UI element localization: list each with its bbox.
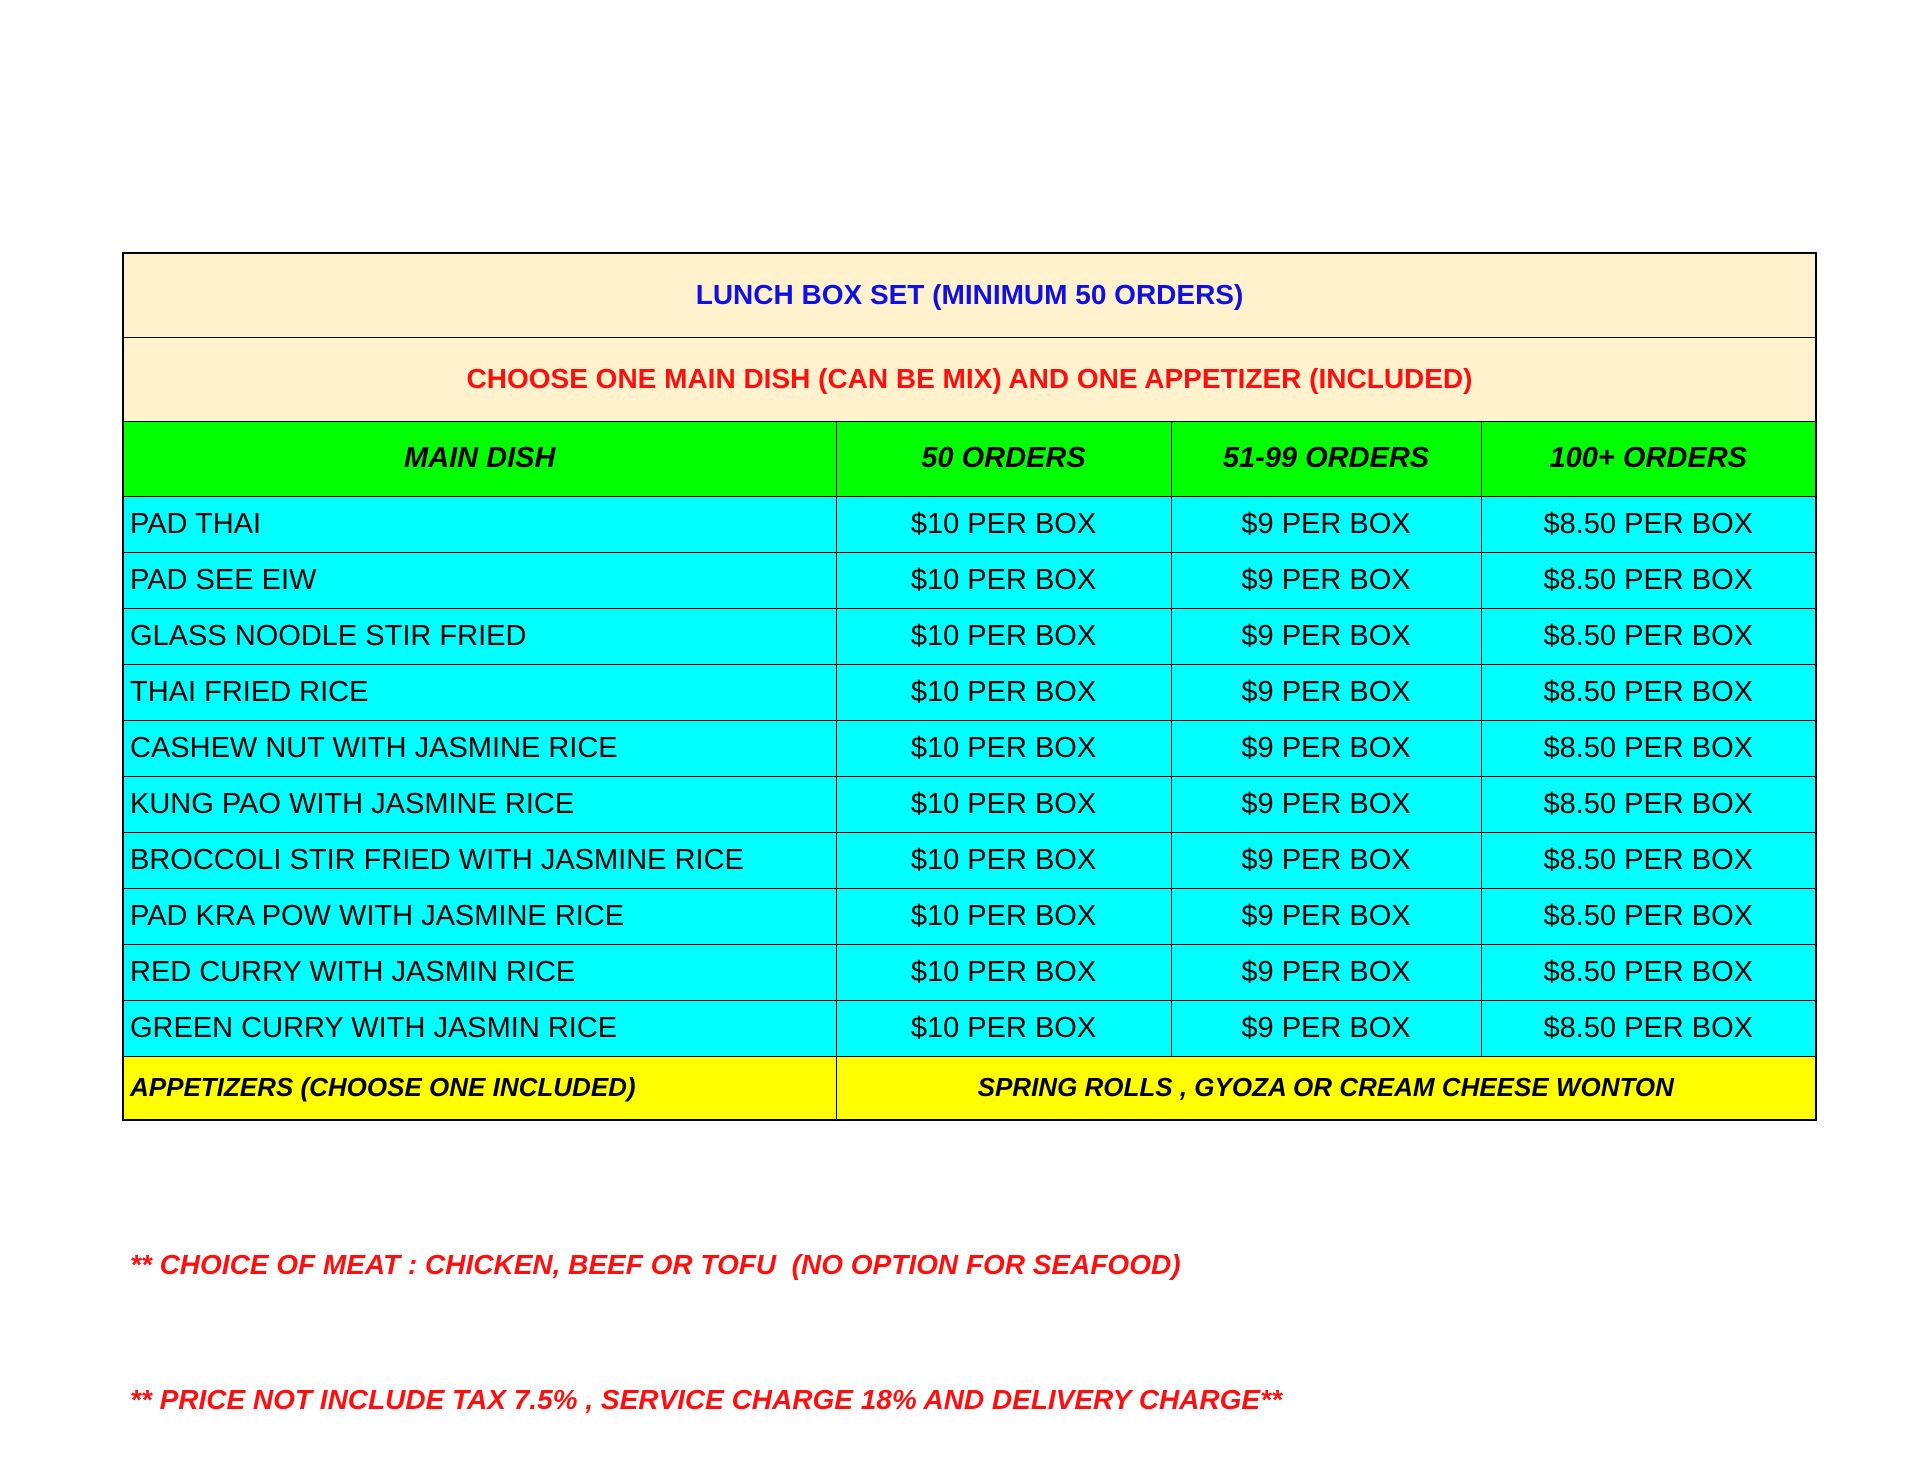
header-100-plus-orders: 100+ ORDERS [1481, 421, 1816, 496]
header-51-99-orders: 51-99 ORDERS [1171, 421, 1481, 496]
price-51-99-orders-cell: $9 PER BOX [1171, 496, 1481, 552]
header-50-orders: 50 ORDERS [836, 421, 1171, 496]
price-100-plus-orders-cell: $8.50 PER BOX [1481, 1000, 1816, 1056]
lunch-box-menu-table [122, 252, 1817, 1121]
note-price-exclusions: ** PRICE NOT INCLUDE TAX 7.5% , SERVICE CHARGE 18% AND DELIVERY CHARGE** [130, 1384, 1282, 1415]
table-row [123, 608, 1816, 664]
table-row [123, 496, 1816, 552]
price-50-orders-cell: $10 PER BOX [836, 552, 1171, 608]
price-51-99-orders-cell: $9 PER BOX [1171, 608, 1481, 664]
dish-name-cell: BROCCOLI STIR FRIED WITH JASMINE RICE [123, 832, 836, 888]
price-51-99-orders-cell: $9 PER BOX [1171, 664, 1481, 720]
price-50-orders-cell: $10 PER BOX [836, 776, 1171, 832]
price-50-orders-cell: $10 PER BOX [836, 832, 1171, 888]
dish-name-cell: GREEN CURRY WITH JASMIN RICE [123, 1000, 836, 1056]
menu-subtitle: CHOOSE ONE MAIN DISH (CAN BE MIX) AND ONE APPETIZER (INCLUDED) [123, 337, 1816, 421]
price-51-99-orders-cell: $9 PER BOX [1171, 776, 1481, 832]
dish-name-cell: KUNG PAO WITH JASMINE RICE [123, 776, 836, 832]
header-main-dish: MAIN DISH [123, 421, 836, 496]
notes [130, 1152, 1282, 1467]
menu-title: LUNCH BOX SET (MINIMUM 50 ORDERS) [123, 253, 1816, 337]
table-row [123, 552, 1816, 608]
price-100-plus-orders-cell: $8.50 PER BOX [1481, 944, 1816, 1000]
price-100-plus-orders-cell: $8.50 PER BOX [1481, 496, 1816, 552]
column-header-row [123, 421, 1816, 496]
price-50-orders-cell: $10 PER BOX [836, 888, 1171, 944]
price-100-plus-orders-cell: $8.50 PER BOX [1481, 720, 1816, 776]
price-50-orders-cell: $10 PER BOX [836, 944, 1171, 1000]
table-row [123, 664, 1816, 720]
price-100-plus-orders-cell: $8.50 PER BOX [1481, 888, 1816, 944]
price-51-99-orders-cell: $9 PER BOX [1171, 720, 1481, 776]
table-row [123, 776, 1816, 832]
dish-name-cell: THAI FRIED RICE [123, 664, 836, 720]
price-100-plus-orders-cell: $8.50 PER BOX [1481, 664, 1816, 720]
price-100-plus-orders-cell: $8.50 PER BOX [1481, 832, 1816, 888]
price-50-orders-cell: $10 PER BOX [836, 720, 1171, 776]
dish-name-cell: RED CURRY WITH JASMIN RICE [123, 944, 836, 1000]
table-row [123, 888, 1816, 944]
dish-name-cell: PAD KRA POW WITH JASMINE RICE [123, 888, 836, 944]
subtitle-row [123, 337, 1816, 421]
table-row [123, 832, 1816, 888]
appetizer-options: SPRING ROLLS , GYOZA OR CREAM CHEESE WONTON [836, 1056, 1816, 1120]
dish-name-cell: GLASS NOODLE STIR FRIED [123, 608, 836, 664]
price-100-plus-orders-cell: $8.50 PER BOX [1481, 552, 1816, 608]
dish-name-cell: PAD THAI [123, 496, 836, 552]
appetizer-label: APPETIZERS (CHOOSE ONE INCLUDED) [123, 1056, 836, 1120]
dish-name-cell: CASHEW NUT WITH JASMINE RICE [123, 720, 836, 776]
price-51-99-orders-cell: $9 PER BOX [1171, 888, 1481, 944]
price-51-99-orders-cell: $9 PER BOX [1171, 832, 1481, 888]
title-row [123, 253, 1816, 337]
price-50-orders-cell: $10 PER BOX [836, 1000, 1171, 1056]
price-50-orders-cell: $10 PER BOX [836, 608, 1171, 664]
price-51-99-orders-cell: $9 PER BOX [1171, 1000, 1481, 1056]
table-row [123, 720, 1816, 776]
price-100-plus-orders-cell: $8.50 PER BOX [1481, 776, 1816, 832]
price-51-99-orders-cell: $9 PER BOX [1171, 944, 1481, 1000]
table-row [123, 1000, 1816, 1056]
price-100-plus-orders-cell: $8.50 PER BOX [1481, 608, 1816, 664]
table-row [123, 944, 1816, 1000]
price-50-orders-cell: $10 PER BOX [836, 664, 1171, 720]
price-51-99-orders-cell: $9 PER BOX [1171, 552, 1481, 608]
price-50-orders-cell: $10 PER BOX [836, 496, 1171, 552]
appetizer-row [123, 1056, 1816, 1120]
note-meat-choice: ** CHOICE OF MEAT : CHICKEN, BEEF OR TOFU (NO OPTION FOR SEAFOOD) [130, 1249, 1181, 1280]
dish-name-cell: PAD SEE EIW [123, 552, 836, 608]
